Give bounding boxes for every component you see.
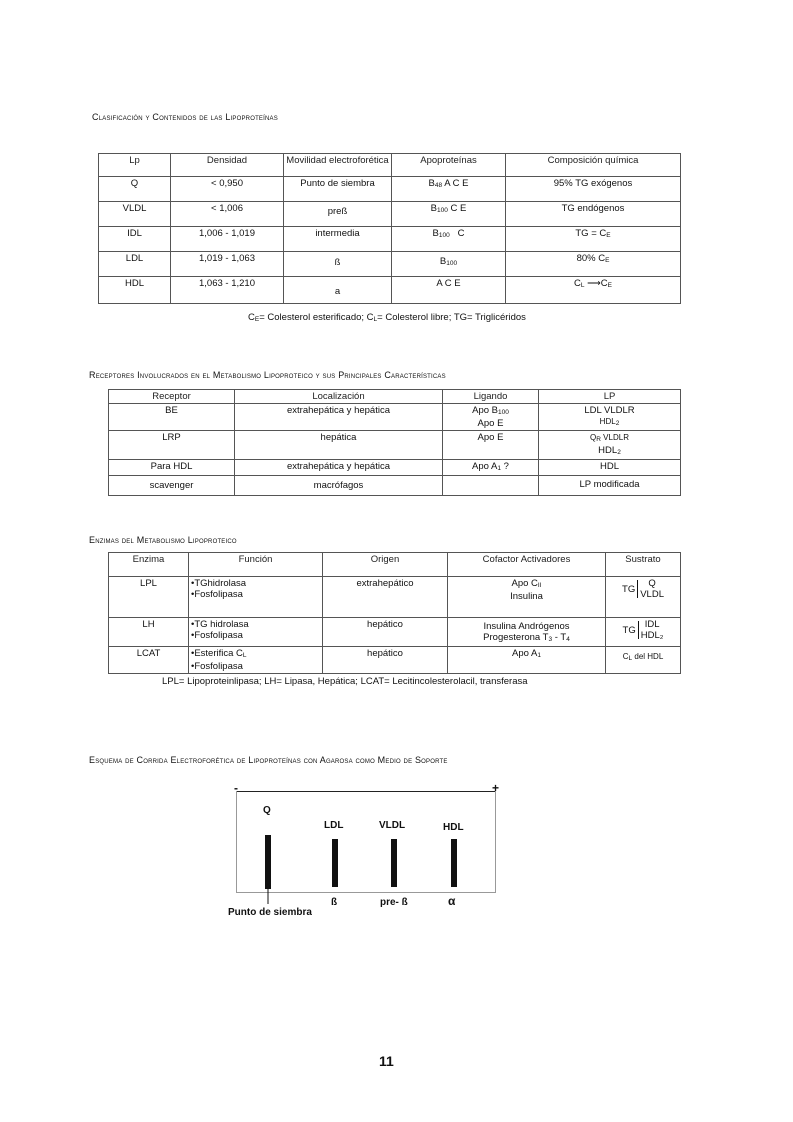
- section2-title: Receptores Involucrados en el Metabolismo Lipoproteico y sus Principales Características: [89, 370, 446, 380]
- cell-receptor: scavenger: [109, 476, 235, 496]
- cell-composicion: TG = CE: [506, 227, 681, 252]
- cell-enzima: LH: [109, 618, 189, 647]
- table-row: [109, 431, 681, 460]
- cell-origen: hepático: [323, 647, 448, 674]
- cell-densidad: 1,019 - 1,063: [171, 252, 284, 277]
- origin-arrow-icon: [262, 883, 274, 905]
- cell-apo: B48 A C E: [392, 177, 506, 202]
- header-localizacion: Localización: [235, 390, 443, 404]
- table-row: [99, 252, 681, 277]
- header-movilidad: Movilidad electroforética: [284, 154, 392, 177]
- table-row: [109, 618, 681, 647]
- table-row: [109, 476, 681, 496]
- header-enzima: Enzima: [109, 553, 189, 577]
- cell-ligando: Apo A1 ?: [443, 460, 539, 476]
- cell-localizacion: extrahepática y hepática: [235, 460, 443, 476]
- cell-sustrato: TG IDL HDL₂: [606, 618, 681, 647]
- cell-lp: LP modificada: [539, 476, 681, 496]
- cell-apo: B100 C E: [392, 202, 506, 227]
- cell-densidad: 1,063 - 1,210: [171, 277, 284, 304]
- cell-lp: LDL: [99, 252, 171, 277]
- table-row: [99, 227, 681, 252]
- section3-note: LPL= Lipoproteinlipasa; LH= Lipasa, Hepática; LCAT= Lecitincolesterolacil, transferasa: [162, 676, 528, 687]
- cell-composicion: CL ⟶CE: [506, 277, 681, 304]
- cell-enzima: LPL: [109, 577, 189, 618]
- page-number: 11: [379, 1053, 394, 1069]
- section3-title: Enzimas del Metabolismo Lipoproteico: [89, 535, 237, 545]
- band-ldl: [332, 839, 338, 887]
- table-row: [99, 177, 681, 202]
- cell-sustrato: CL del HDL: [606, 647, 681, 674]
- header-densidad: Densidad: [171, 154, 284, 177]
- cell-funcion: • TGhidrolasa • Fosfolipasa: [189, 577, 323, 618]
- header-lp: Lp: [99, 154, 171, 177]
- table-row: [109, 577, 681, 618]
- band-label-vldl: VLDL: [379, 820, 406, 831]
- cell-cofactor: Apo A1: [448, 647, 606, 674]
- header-apoproteinas: Apoproteínas: [392, 154, 506, 177]
- header-origen: Origen: [323, 553, 448, 577]
- section4-title: Esquema de Corrida Electroforética de Lipoproteínas con Agarosa como Medio de Soporte: [89, 755, 448, 765]
- cell-localizacion: hepática: [235, 431, 443, 460]
- lipoprotein-classification-table: [98, 153, 681, 304]
- origin-label: Punto de siembra: [228, 907, 312, 918]
- electrophoresis-diagram: [234, 781, 500, 897]
- cell-composicion: 95% TG exógenos: [506, 177, 681, 202]
- cell-localizacion: extrahepática y hepática: [235, 404, 443, 431]
- cell-funcion: • Esterifica CL • Fosfolipasa: [189, 647, 323, 674]
- cell-cofactor: Insulina Andrógenos Progesterona T3 - T4: [448, 618, 606, 647]
- table-row: [99, 277, 681, 304]
- cell-lp: LDL VLDLR HDL2: [539, 404, 681, 431]
- cell-receptor: LRP: [109, 431, 235, 460]
- header-funcion: Función: [189, 553, 323, 577]
- header-composicion: Composición química: [506, 154, 681, 177]
- cell-receptor: Para HDL: [109, 460, 235, 476]
- cell-lp: IDL: [99, 227, 171, 252]
- cell-localizacion: macrófagos: [235, 476, 443, 496]
- table-row: [109, 647, 681, 674]
- cell-movilidad: a: [284, 277, 392, 304]
- cell-enzima: LCAT: [109, 647, 189, 674]
- cell-apo: B100 C: [392, 227, 506, 252]
- cell-movilidad: preß: [284, 202, 392, 227]
- mobility-label-ldl: ß: [331, 897, 338, 908]
- cell-cofactor: Apo CII Insulina: [448, 577, 606, 618]
- section1-note: CE= Colesterol esterificado; CL= Colesterol libre; TG= Triglicéridos: [248, 312, 526, 323]
- cell-receptor: BE: [109, 404, 235, 431]
- band-label-q: Q: [263, 805, 271, 816]
- minus-sign: -: [234, 781, 238, 795]
- cell-ligando: Apo E: [443, 431, 539, 460]
- cell-lp: VLDL: [99, 202, 171, 227]
- arrow-right-icon: ⟶: [587, 278, 601, 289]
- cell-funcion: • TG hidrolasa • Fosfolipasa: [189, 618, 323, 647]
- cell-movilidad: Punto de siembra: [284, 177, 392, 202]
- cell-composicion: TG endógenos: [506, 202, 681, 227]
- cell-lp: Q: [99, 177, 171, 202]
- cell-origen: extrahepático: [323, 577, 448, 618]
- plus-sign: +: [492, 781, 500, 795]
- header-receptor: Receptor: [109, 390, 235, 404]
- cell-apo: B100: [392, 252, 506, 277]
- cell-densidad: < 1,006: [171, 202, 284, 227]
- table-row: [99, 202, 681, 227]
- cell-movilidad: ß: [284, 252, 392, 277]
- cell-sustrato: TG Q VLDL: [606, 577, 681, 618]
- cell-ligando: [443, 476, 539, 496]
- table-row: [109, 404, 681, 431]
- cell-densidad: < 0,950: [171, 177, 284, 202]
- cell-origen: hepático: [323, 618, 448, 647]
- band-hdl: [451, 839, 457, 887]
- gel-box: [236, 791, 496, 893]
- header-sustrato: Sustrato: [606, 553, 681, 577]
- mobility-label-hdl: α: [448, 894, 456, 908]
- header-cofactor: Cofactor Activadores: [448, 553, 606, 577]
- band-label-hdl: HDL: [443, 822, 464, 833]
- section1-title: Clasificación y Contenidos de las Lipoproteínas: [92, 112, 278, 122]
- cell-lp: HDL: [539, 460, 681, 476]
- cell-apo: A C E: [392, 277, 506, 304]
- table-row: [109, 460, 681, 476]
- header-lp: LP: [539, 390, 681, 404]
- cell-lp: QR VLDLR HDL2: [539, 431, 681, 460]
- cell-densidad: 1,006 - 1,019: [171, 227, 284, 252]
- enzymes-table: [108, 552, 681, 674]
- band-label-ldl: LDL: [324, 820, 344, 831]
- cell-ligando: Apo B100 Apo E: [443, 404, 539, 431]
- band-q: [265, 835, 271, 889]
- cell-movilidad: intermedia: [284, 227, 392, 252]
- mobility-label-vldl: pre- ß: [380, 897, 408, 908]
- header-ligando: Ligando: [443, 390, 539, 404]
- band-vldl: [391, 839, 397, 887]
- cell-lp: HDL: [99, 277, 171, 304]
- receptors-table: [108, 389, 681, 496]
- cell-composicion: 80% CE: [506, 252, 681, 277]
